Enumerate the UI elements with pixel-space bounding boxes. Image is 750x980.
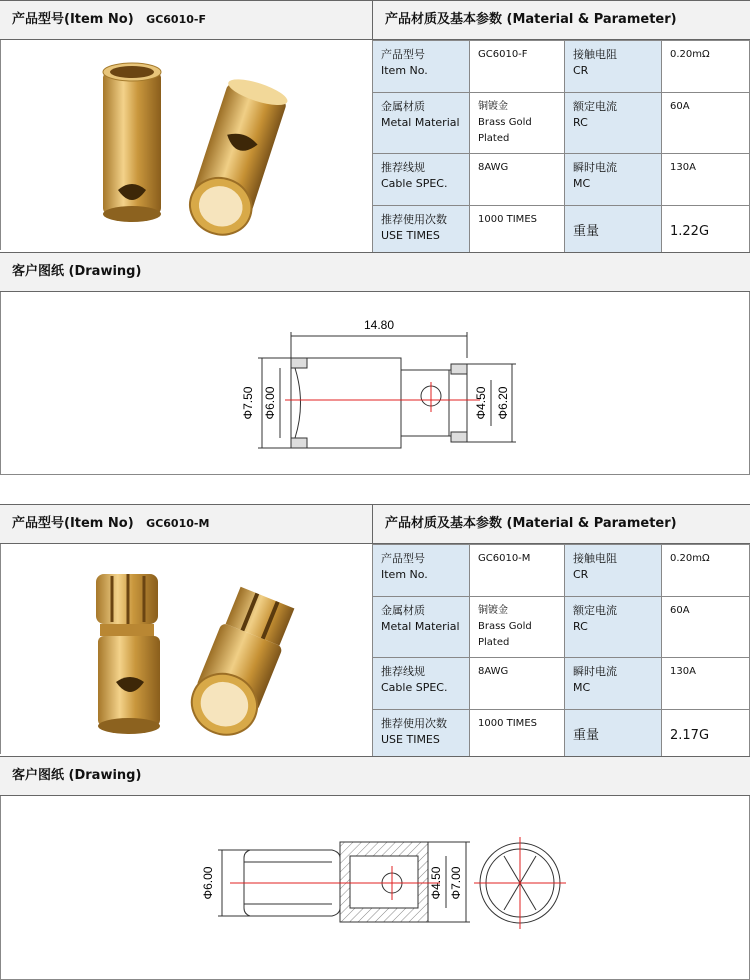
item-no-label: 产品型号(Item No) [12, 12, 134, 27]
dim-pin-diameter: Φ6.00 [201, 866, 215, 900]
param-label-cn: 推荐使用次数 [381, 213, 447, 226]
param-label-en: Metal Material [381, 620, 460, 633]
dim-hole-diameter: Φ4.50 [474, 386, 488, 420]
param-label-cn: 金属材质 [381, 604, 425, 617]
param-value: 8AWG [470, 154, 565, 206]
param-value: Plated [478, 133, 510, 144]
param-value: 8AWG [470, 658, 565, 710]
param-value: Brass Gold [478, 621, 532, 632]
param-label-en: Cable SPEC. [381, 681, 448, 694]
param-value: 0.20mΩ [662, 41, 750, 93]
product-header [0, 504, 750, 544]
weight-value: 1.22G [662, 206, 750, 258]
param-label-en: RC [573, 620, 588, 633]
drawing-label: 客户图纸 (Drawing) [12, 768, 142, 783]
param-label-en: Metal Material [381, 116, 460, 129]
param-value: 130A [662, 658, 750, 710]
product-header [0, 0, 750, 40]
param-label-en: MC [573, 681, 591, 694]
param-value: 0.20mΩ [662, 545, 750, 597]
product-photo [0, 40, 372, 250]
param-label-cn: 瞬时电流 [573, 161, 617, 174]
dim-hole-diameter: Φ4.50 [429, 866, 443, 900]
param-value: 130A [662, 154, 750, 206]
param-label-cn: 推荐使用次数 [381, 717, 447, 730]
param-value: 60A [662, 597, 750, 658]
param-value: GC6010-M [470, 545, 565, 597]
param-label-en: Item No. [381, 568, 428, 581]
parameter-table [372, 40, 750, 258]
param-label-en: Cable SPEC. [381, 177, 448, 190]
param-label-cn: 额定电流 [573, 604, 617, 617]
product-photo [0, 544, 372, 754]
dim-inner-diameter: Φ6.00 [263, 386, 277, 420]
param-label-cn: 重量 [565, 206, 662, 258]
technical-drawing [0, 796, 750, 980]
parameter-table [372, 544, 750, 762]
param-value: Brass Gold [478, 117, 532, 128]
param-label-en: CR [573, 64, 589, 77]
model-number: GC6010-M [146, 517, 210, 530]
model-number: GC6010-F [146, 13, 206, 26]
param-value: Plated [478, 637, 510, 648]
dim-tail-diameter: Φ6.20 [496, 386, 510, 420]
param-label-cn: 产品型号 [381, 48, 425, 61]
technical-drawing [0, 292, 750, 474]
weight-value: 2.17G [662, 710, 750, 762]
dim-body-diameter: Φ7.00 [449, 866, 463, 900]
item-no-label: 产品型号(Item No) [12, 516, 134, 531]
param-label-en: USE TIMES [381, 229, 440, 242]
drawing-header [0, 756, 750, 796]
param-label-cn: 金属材质 [381, 100, 425, 113]
param-value: 1000 TIMES [470, 206, 565, 258]
param-label-en: USE TIMES [381, 733, 440, 746]
param-label-cn: 接触电阻 [573, 48, 617, 61]
param-label-en: CR [573, 568, 589, 581]
param-value: 铜镀金 [478, 101, 508, 112]
drawing-label: 客户图纸 (Drawing) [12, 264, 142, 279]
dim-outer-diameter: Φ7.50 [241, 386, 255, 420]
param-label-cn: 瞬时电流 [573, 665, 617, 678]
material-parameter-label: 产品材质及基本参数 (Material & Parameter) [385, 12, 677, 27]
param-value: 60A [662, 93, 750, 154]
param-label-en: Item No. [381, 64, 428, 77]
param-value: GC6010-F [470, 41, 565, 93]
drawing-header [0, 252, 750, 292]
param-label-cn: 额定电流 [573, 100, 617, 113]
param-label-en: RC [573, 116, 588, 129]
param-label-cn: 产品型号 [381, 552, 425, 565]
param-label-cn: 重量 [565, 710, 662, 762]
param-label-cn: 推荐线规 [381, 665, 425, 678]
param-value: 1000 TIMES [470, 710, 565, 762]
param-label-en: MC [573, 177, 591, 190]
dim-length: 14.80 [363, 318, 395, 332]
param-label-cn: 推荐线规 [381, 161, 425, 174]
material-parameter-label: 产品材质及基本参数 (Material & Parameter) [385, 516, 677, 531]
param-value: 铜镀金 [478, 605, 508, 616]
param-label-cn: 接触电阻 [573, 552, 617, 565]
